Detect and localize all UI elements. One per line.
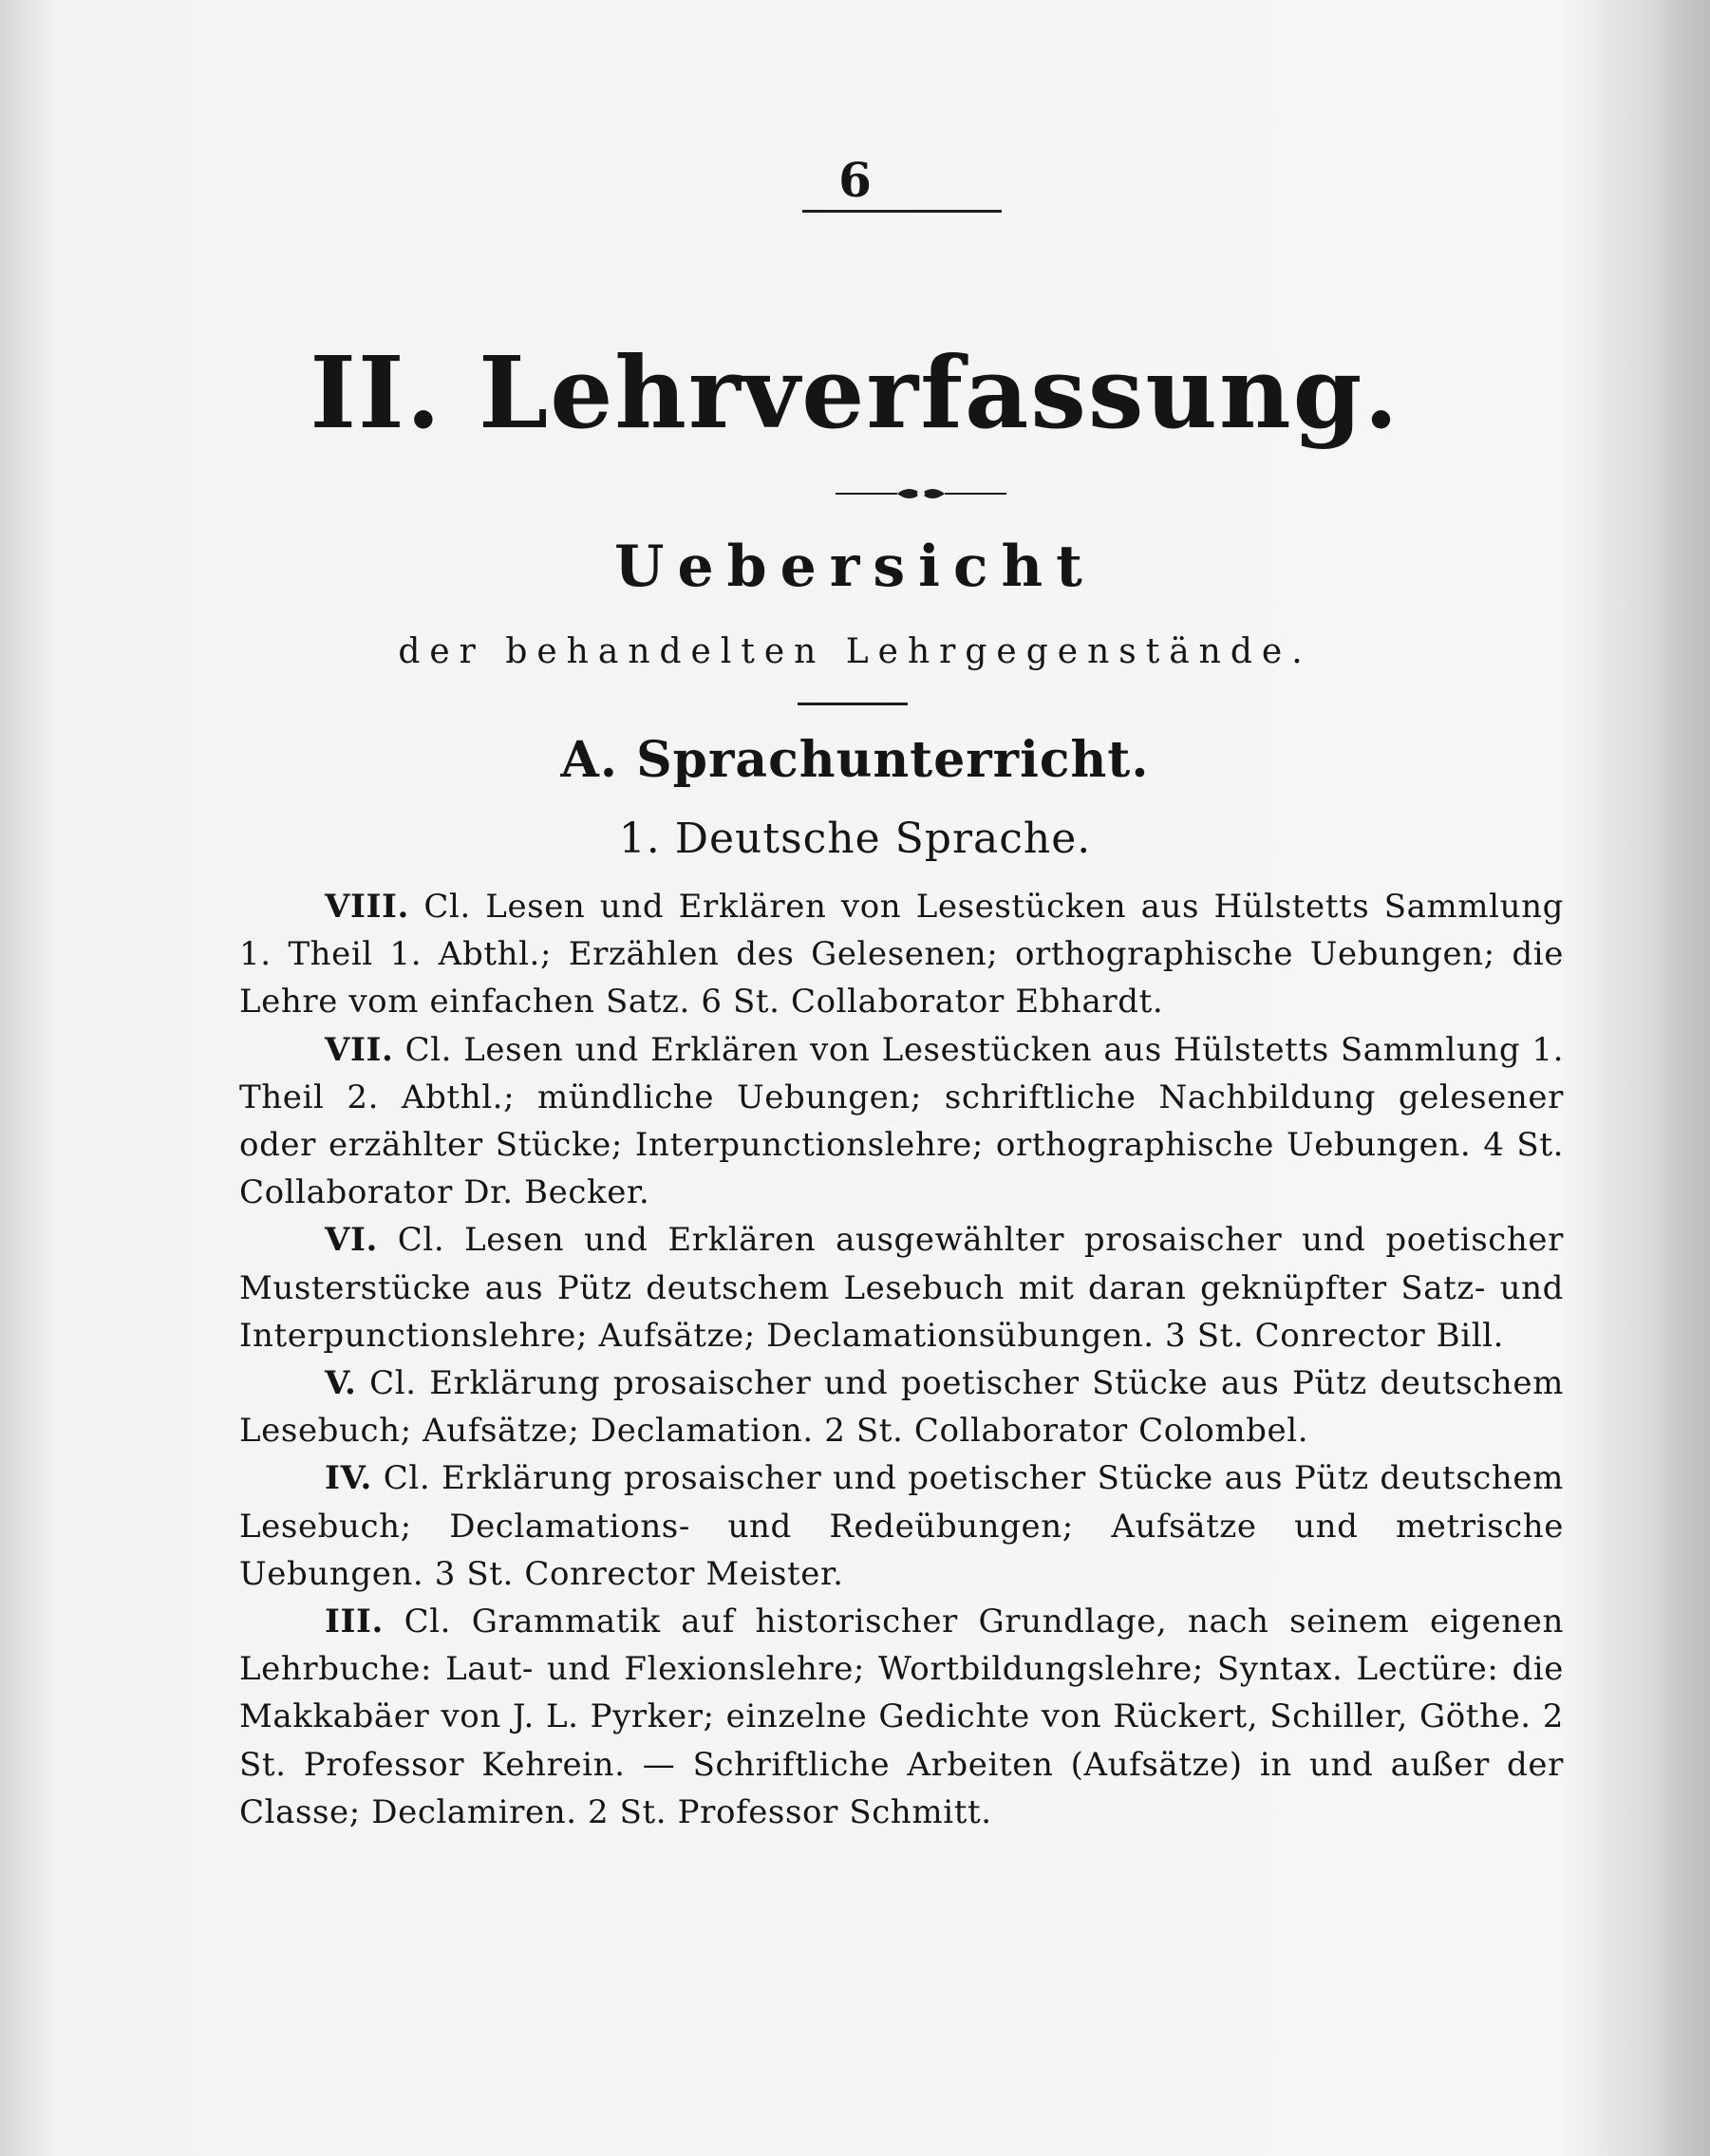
paragraph-iii (239, 1598, 1564, 1836)
paragraph-iv (239, 1454, 1564, 1598)
paragraph-vii (239, 1026, 1564, 1217)
section-heading: A. Sprachunterricht. (560, 731, 1150, 789)
class-label: VII. (325, 1030, 394, 1069)
class-label: III. (325, 1603, 384, 1641)
paragraph-text: Cl. Grammatik auf historischer Grundlage, nach seinem eigenen Lehrbuche: Laut- und Flexionslehre; Wortbildungslehre; Syntax. Lectüre: die Makkabäer von J. L. Pyrker; einzelne Gedichte von Rückert, Schiller, Göthe. 2 St. Professor Kehrein. — Schriftliche Arbeiten (Aufsätze) in und außer der Classe; Declamiren. 2 St. Professor Schmitt. (239, 1603, 1564, 1831)
section-rule (798, 703, 908, 705)
header-rule (802, 210, 1002, 213)
page-number: 6 (838, 152, 872, 208)
paragraph-text: Cl. Erklärung prosaischer und poetischer Stücke aus Pütz deutschem Lesebuch; Aufsätze; Declamation. 2 St. Collaborator Colombel. (239, 1364, 1564, 1451)
paragraph-text: Cl. Lesen und Erklären ausgewählter prosaischer und poetischer Musterstücke aus Pütz deutschem Lesebuch mit daran geknüpfter Satz- und Interpunctionslehre; Aufsätze; Declamationsübungen. 3 St. Conrector Bill. (239, 1221, 1564, 1355)
paragraph-text: Cl. Lesen und Erklären von Lesestücken aus Hülstetts Sammlung 1. Theil 1. Abthl.; Erzählen des Gelesenen; orthographische Uebungen; die Lehre vom einfachen Satz. 6 St. Collaborator Ebhardt. (239, 888, 1564, 1022)
paragraph-viii (239, 883, 1564, 1026)
class-label: VI. (325, 1221, 378, 1260)
chapter-title: II. Lehrverfassung. (310, 334, 1400, 451)
overview-title: Uebersicht (614, 534, 1096, 600)
paragraph-vi (239, 1216, 1564, 1359)
paragraph-text: Cl. Lesen und Erklären von Lesestücken aus Hülstetts Sammlung 1. Theil 2. Abthl.; mündliche Uebungen; schriftliche Nachbildung gelesener oder erzählter Stücke; Interpunctionslehre; orthographische Uebungen. 4 St. Collaborator Dr. Becker. (239, 1030, 1564, 1212)
subsection-heading: 1. Deutsche Sprache. (618, 815, 1092, 863)
class-label: VIII. (325, 888, 409, 926)
overview-subtitle: der behandelten Lehrgegenstände. (398, 632, 1312, 671)
class-label: IV. (325, 1459, 372, 1498)
page-edge-shadow (1653, 0, 1710, 2156)
class-label: V. (325, 1364, 357, 1403)
ornament-divider (836, 481, 1006, 506)
paragraph-v (239, 1359, 1564, 1454)
paragraph-text: Cl. Erklärung prosaischer und poetischer Stücke aus Pütz deutschem Lesebuch; Declamations- und Redeübungen; Aufsätze und metrische Uebungen. 3 St. Conrector Meister. (239, 1459, 1564, 1593)
body-text (239, 883, 1564, 1836)
